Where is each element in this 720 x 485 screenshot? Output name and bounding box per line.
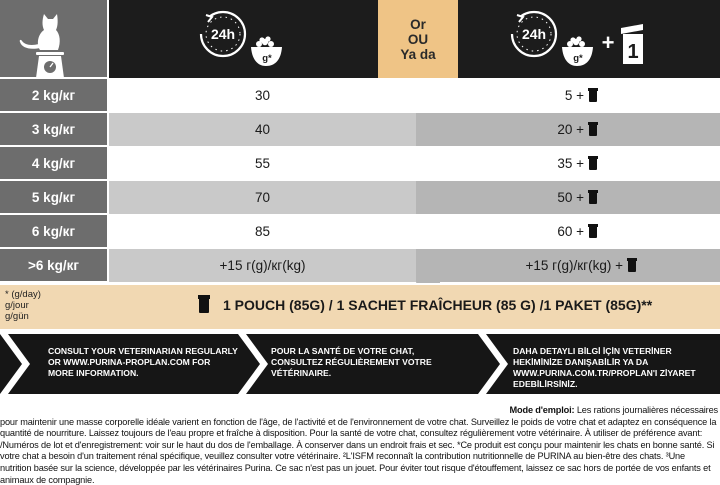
mixed-value: 60 +: [557, 224, 584, 239]
pouch-icon: [199, 296, 209, 313]
pouch-icon: [589, 89, 597, 102]
pouch-icon: [628, 259, 636, 272]
table-row: [0, 147, 720, 181]
table-row: [0, 181, 720, 215]
dry-cell: +15 г(g)/кг(kg): [109, 249, 416, 282]
advice-fr: POUR LA SANTÉ DE VOTRE CHAT, CONSULTEZ RÉGULIÈREMENT VOTRE VÉTÉRINAIRE.: [271, 346, 432, 378]
vet-advice-band: [0, 334, 720, 394]
pouch-info-text: 1 POUCH (85G) / 1 SACHET FRAÎCHEUR (85 G) /1 PAKET (85G)**: [223, 296, 653, 313]
weight-cell: 6 kg/кг: [0, 215, 107, 248]
instructions-title: Mode d'emploi:: [509, 405, 575, 415]
instructions-body: pour maintenir une masse corporelle idéale varient en fonction de l'âge, de l'activité et de l'environnement de votre chat. Surveillez le poids de votre chat et adaptez en conséquence la quantité de nourriture. Laissez toujours de l'eau propre et fraîche à disposition. Pour la santé de votre chat, consultez régulièrement votre vétérinaire. À utiliser de préférence avant: /Numéros de lot et d'enregistrement: voir sur le haut du dos de l'emballage. À conserver dans un endroit frais et sec. *Ce produit est conçu pour maintenir les chats en bonne santé. Si votre chat a besoin d'un traitement rénal spécifique, veuillez consulter votre vétérinaire. ²L'ISFM reconnaît la contribution nutritionnelle de PURINA au bien-être des chats. ³Une nutrition basée sur la science, développée par les vétérinaires Purina. Ce sac n'est pas un jouet. Pour éviter tout risque d'étouffement, laissez ce sac hors de portée de vos enfants et animaux de compagnie.: [0, 416, 717, 485]
or-fr: OU: [407, 31, 429, 47]
chevron-right-icon: [478, 334, 508, 394]
weight-cell: >6 kg/кг: [0, 249, 107, 282]
bowl-gram-label-2: g*: [573, 53, 583, 64]
dry-only-header: [109, 0, 378, 78]
mixed-value: 5 +: [564, 88, 584, 103]
dry-cell: 55: [109, 147, 416, 180]
mixed-value: 35 +: [557, 156, 584, 171]
mixed-cell: [416, 181, 720, 214]
pouch-icon: [589, 157, 597, 170]
unit-fr: g/jour: [5, 300, 29, 311]
bowl-gram-label: g*: [262, 53, 272, 64]
clock-label: 24h: [210, 26, 236, 42]
table-row: [0, 113, 720, 147]
plus-sign: +: [601, 30, 615, 55]
clock-24h-bowl-pouch-icon: [458, 0, 720, 78]
mixed-value: +15 г(g)/кг(kg) +: [525, 258, 623, 273]
pouch-count: 1: [627, 41, 639, 63]
mixed-cell: [416, 79, 720, 112]
mixed-cell: [416, 147, 720, 180]
table-row: [0, 249, 720, 283]
mixed-cell: [416, 215, 720, 248]
dry-cell: 85: [109, 215, 416, 248]
cat-weight-header: [0, 0, 107, 78]
feeding-instructions: [0, 405, 718, 485]
mixed-cell: [416, 249, 720, 282]
pouch-icon: [589, 123, 597, 136]
mixed-value: 20 +: [557, 122, 584, 137]
instructions-title-rest: Les rations journalières nécessaires: [574, 405, 718, 415]
clock-label-2: 24h: [521, 26, 547, 42]
instructions-heading: [0, 405, 718, 417]
advice-en: CONSULT YOUR VETERINARIAN REGULARLY OR WWW.PURINA-PROPLAN.COM FOR MORE INFORMATION.: [48, 346, 238, 378]
units-legend: [5, 289, 41, 322]
cat-on-scale-icon: [0, 0, 107, 78]
chevron-right-icon: [238, 334, 268, 394]
mixed-value: 50 +: [557, 190, 584, 205]
weight-cell: 5 kg/кг: [0, 181, 107, 214]
table-row: [0, 215, 720, 249]
column-divider-slant: [400, 79, 440, 284]
weight-cell: 4 kg/кг: [0, 147, 107, 180]
pouch-info: [199, 296, 652, 313]
mixed-feeding-header: [458, 0, 720, 78]
unit-en: * (g/day): [5, 289, 41, 300]
clock-24h-bowl-icon: [109, 0, 378, 78]
table-row: [0, 79, 720, 113]
unit-tr: g/gün: [5, 311, 29, 322]
dry-cell: 40: [109, 113, 416, 146]
or-divider: [378, 0, 458, 78]
dry-cell: 30: [109, 79, 416, 112]
or-en: Or: [410, 16, 426, 32]
weight-cell: 3 kg/кг: [0, 113, 107, 146]
chevron-right-icon: [0, 334, 30, 394]
pouch-icon: [589, 225, 597, 238]
mixed-cell: [416, 113, 720, 146]
or-tr: Ya da: [400, 46, 436, 62]
advice-tr: DAHA DETAYLI BİLGİ İÇİN VETERİNER HEKİMİNİZE DANIŞABİLİR YA DA WWW.PURINA.COM.TR/PROPLAN'I ZİYARET EDEBİLİRSİNİZ.: [513, 346, 696, 389]
weight-cell: 2 kg/кг: [0, 79, 107, 112]
pouch-icon: [589, 191, 597, 204]
dry-cell: 70: [109, 181, 416, 214]
